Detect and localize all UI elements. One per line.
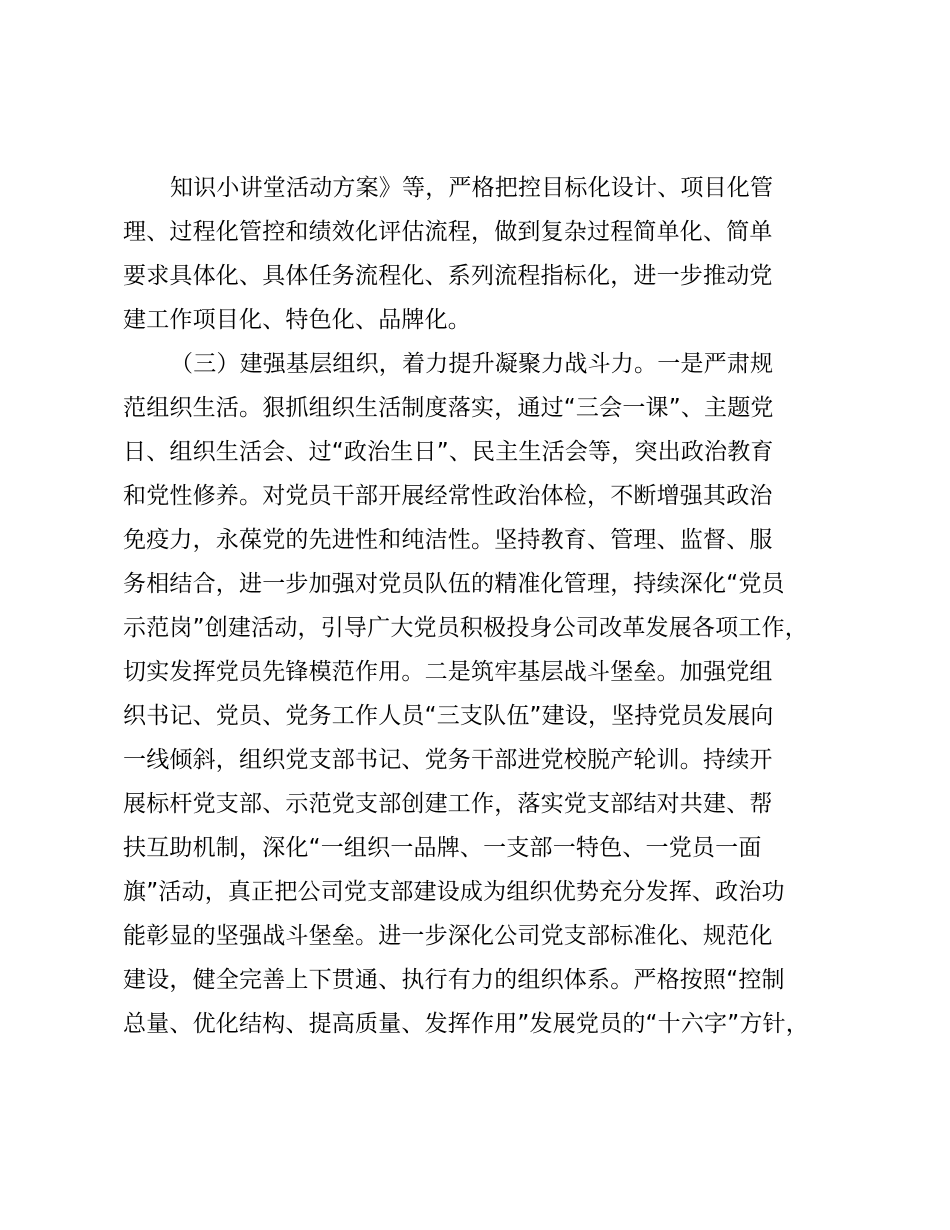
section-heading-line: （三）建强基层组织，着力提升凝聚力战斗力。一是严肃规 [170, 351, 774, 377]
paragraph-line: 展标杆党支部、示范党支部创建工作，落实党支部结对共建、帮 [123, 791, 773, 817]
paragraph-line: 免疫力，永葆党的先进性和纯洁性。坚持教育、管理、监督、服 [123, 527, 773, 553]
paragraph-line: 理、过程化管控和绩效化评估流程，做到复杂过程简单化、简单 [123, 219, 773, 245]
paragraph-line: 日、组织生活会、过“政治生日”、民主生活会等，突出政治教育 [123, 439, 774, 465]
paragraph-line: 范组织生活。狠抓组织生活制度落实，通过“三会一课”、主题党 [123, 395, 774, 421]
paragraph-line: 扶互助机制，深化“一组织一品牌、一支部一特色、一党员一面 [123, 835, 762, 861]
paragraph-line: 切实发挥党员先锋模范作用。二是筑牢基层战斗堡垒。加强党组 [123, 659, 773, 685]
paragraph-line: 旗”活动，真正把公司党支部建设成为组织优势充分发挥、政治功 [123, 879, 785, 905]
paragraph-line: 示范岗”创建活动，引导广大党员积极投身公司改革发展各项工作， [123, 615, 808, 641]
paragraph-line: 建设，健全完善上下贯通、执行有力的组织体系。严格按照“控制 [123, 967, 785, 993]
paragraph-line: 能彰显的坚强战斗堡垒。进一步深化公司党支部标准化、规范化 [123, 923, 773, 949]
paragraph-line: 知识小讲堂活动方案》等，严格把控目标化设计、项目化管 [170, 175, 774, 201]
paragraph-line: 要求具体化、具体任务流程化、系列流程指标化，进一步推动党 [123, 263, 773, 289]
paragraph-line: 和党性修养。对党员干部开展经常性政治体检，不断增强其政治 [123, 483, 773, 509]
paragraph-line: 务相结合，进一步加强对党员队伍的精准化管理，持续深化“党员 [123, 571, 785, 597]
paragraph-line: 一线倾斜，组织党支部书记、党务干部进党校脱产轮训。持续开 [123, 747, 773, 773]
paragraph-line: 总量、优化结构、提高质量、发挥作用”发展党员的“十六字”方针， [123, 1011, 809, 1037]
paragraph-line: 建工作项目化、特色化、品牌化。 [123, 307, 471, 333]
paragraph-line: 织书记、党员、党务工作人员“三支队伍”建设，坚持党员发展向 [123, 703, 774, 729]
